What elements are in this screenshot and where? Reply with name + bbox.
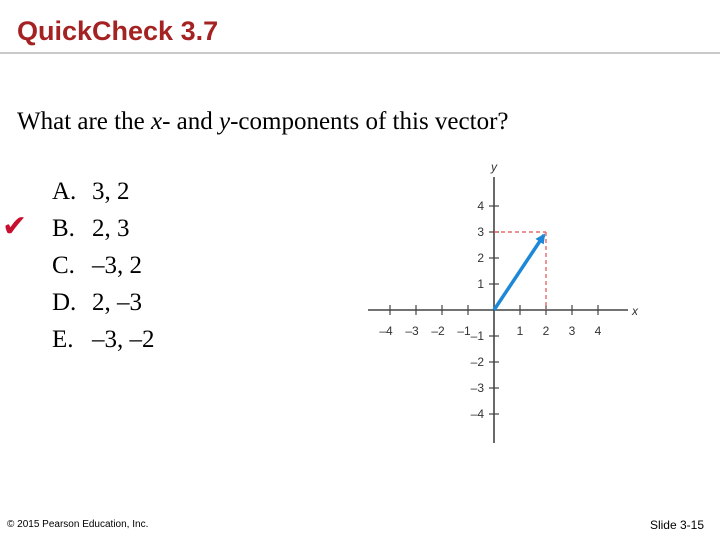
x-tick-label: 4 [594, 324, 602, 338]
option-value: 2, 3 [92, 215, 130, 242]
copyright-notice: © 2015 Pearson Education, Inc. [7, 519, 149, 530]
y-tick-label: –4 [470, 407, 484, 421]
option-value: –3, 2 [92, 252, 142, 279]
option-letter: E. [52, 326, 74, 353]
y-axis-label: y [491, 160, 497, 174]
option-letter: D. [52, 289, 77, 316]
x-tick-label: 2 [542, 324, 550, 338]
y-tick-label: –2 [470, 355, 484, 369]
option-letter: A. [52, 178, 77, 205]
option-value: 3, 2 [92, 178, 130, 205]
x-tick-label: –2 [431, 324, 445, 338]
x-tick-label: 1 [516, 324, 524, 338]
check-mark-icon: ✔ [2, 210, 28, 243]
question-prefix: What are the [17, 108, 151, 135]
question-y-variable: y [218, 108, 231, 135]
x-tick-label: 3 [568, 324, 576, 338]
vector-graph [360, 155, 650, 455]
option-letter: B. [52, 215, 75, 242]
x-tick-label: –4 [379, 324, 393, 338]
y-tick-label: 3 [477, 225, 484, 239]
option-value: 2, –3 [92, 289, 142, 316]
y-tick-label: 2 [477, 251, 484, 265]
vector-arrow [494, 235, 544, 310]
slide-title: QuickCheck 3.7 [17, 16, 219, 46]
question-middle: - and [162, 108, 219, 135]
option-letter: C. [52, 252, 75, 279]
y-tick-label: 1 [477, 277, 484, 291]
x-axis-label: x [632, 304, 638, 318]
y-tick-label: 4 [477, 199, 484, 213]
question-x-variable: x [150, 108, 163, 135]
slide-number: Slide 3-15 [649, 518, 704, 532]
question-text [17, 108, 509, 136]
y-tick-label: –3 [470, 381, 484, 395]
title-divider [0, 52, 720, 54]
x-tick-label: –1 [457, 324, 471, 338]
y-tick-label: –1 [470, 329, 484, 343]
question-suffix: -components of this vector? [230, 108, 509, 135]
option-value: –3, –2 [92, 326, 155, 353]
x-tick-label: –3 [405, 324, 419, 338]
